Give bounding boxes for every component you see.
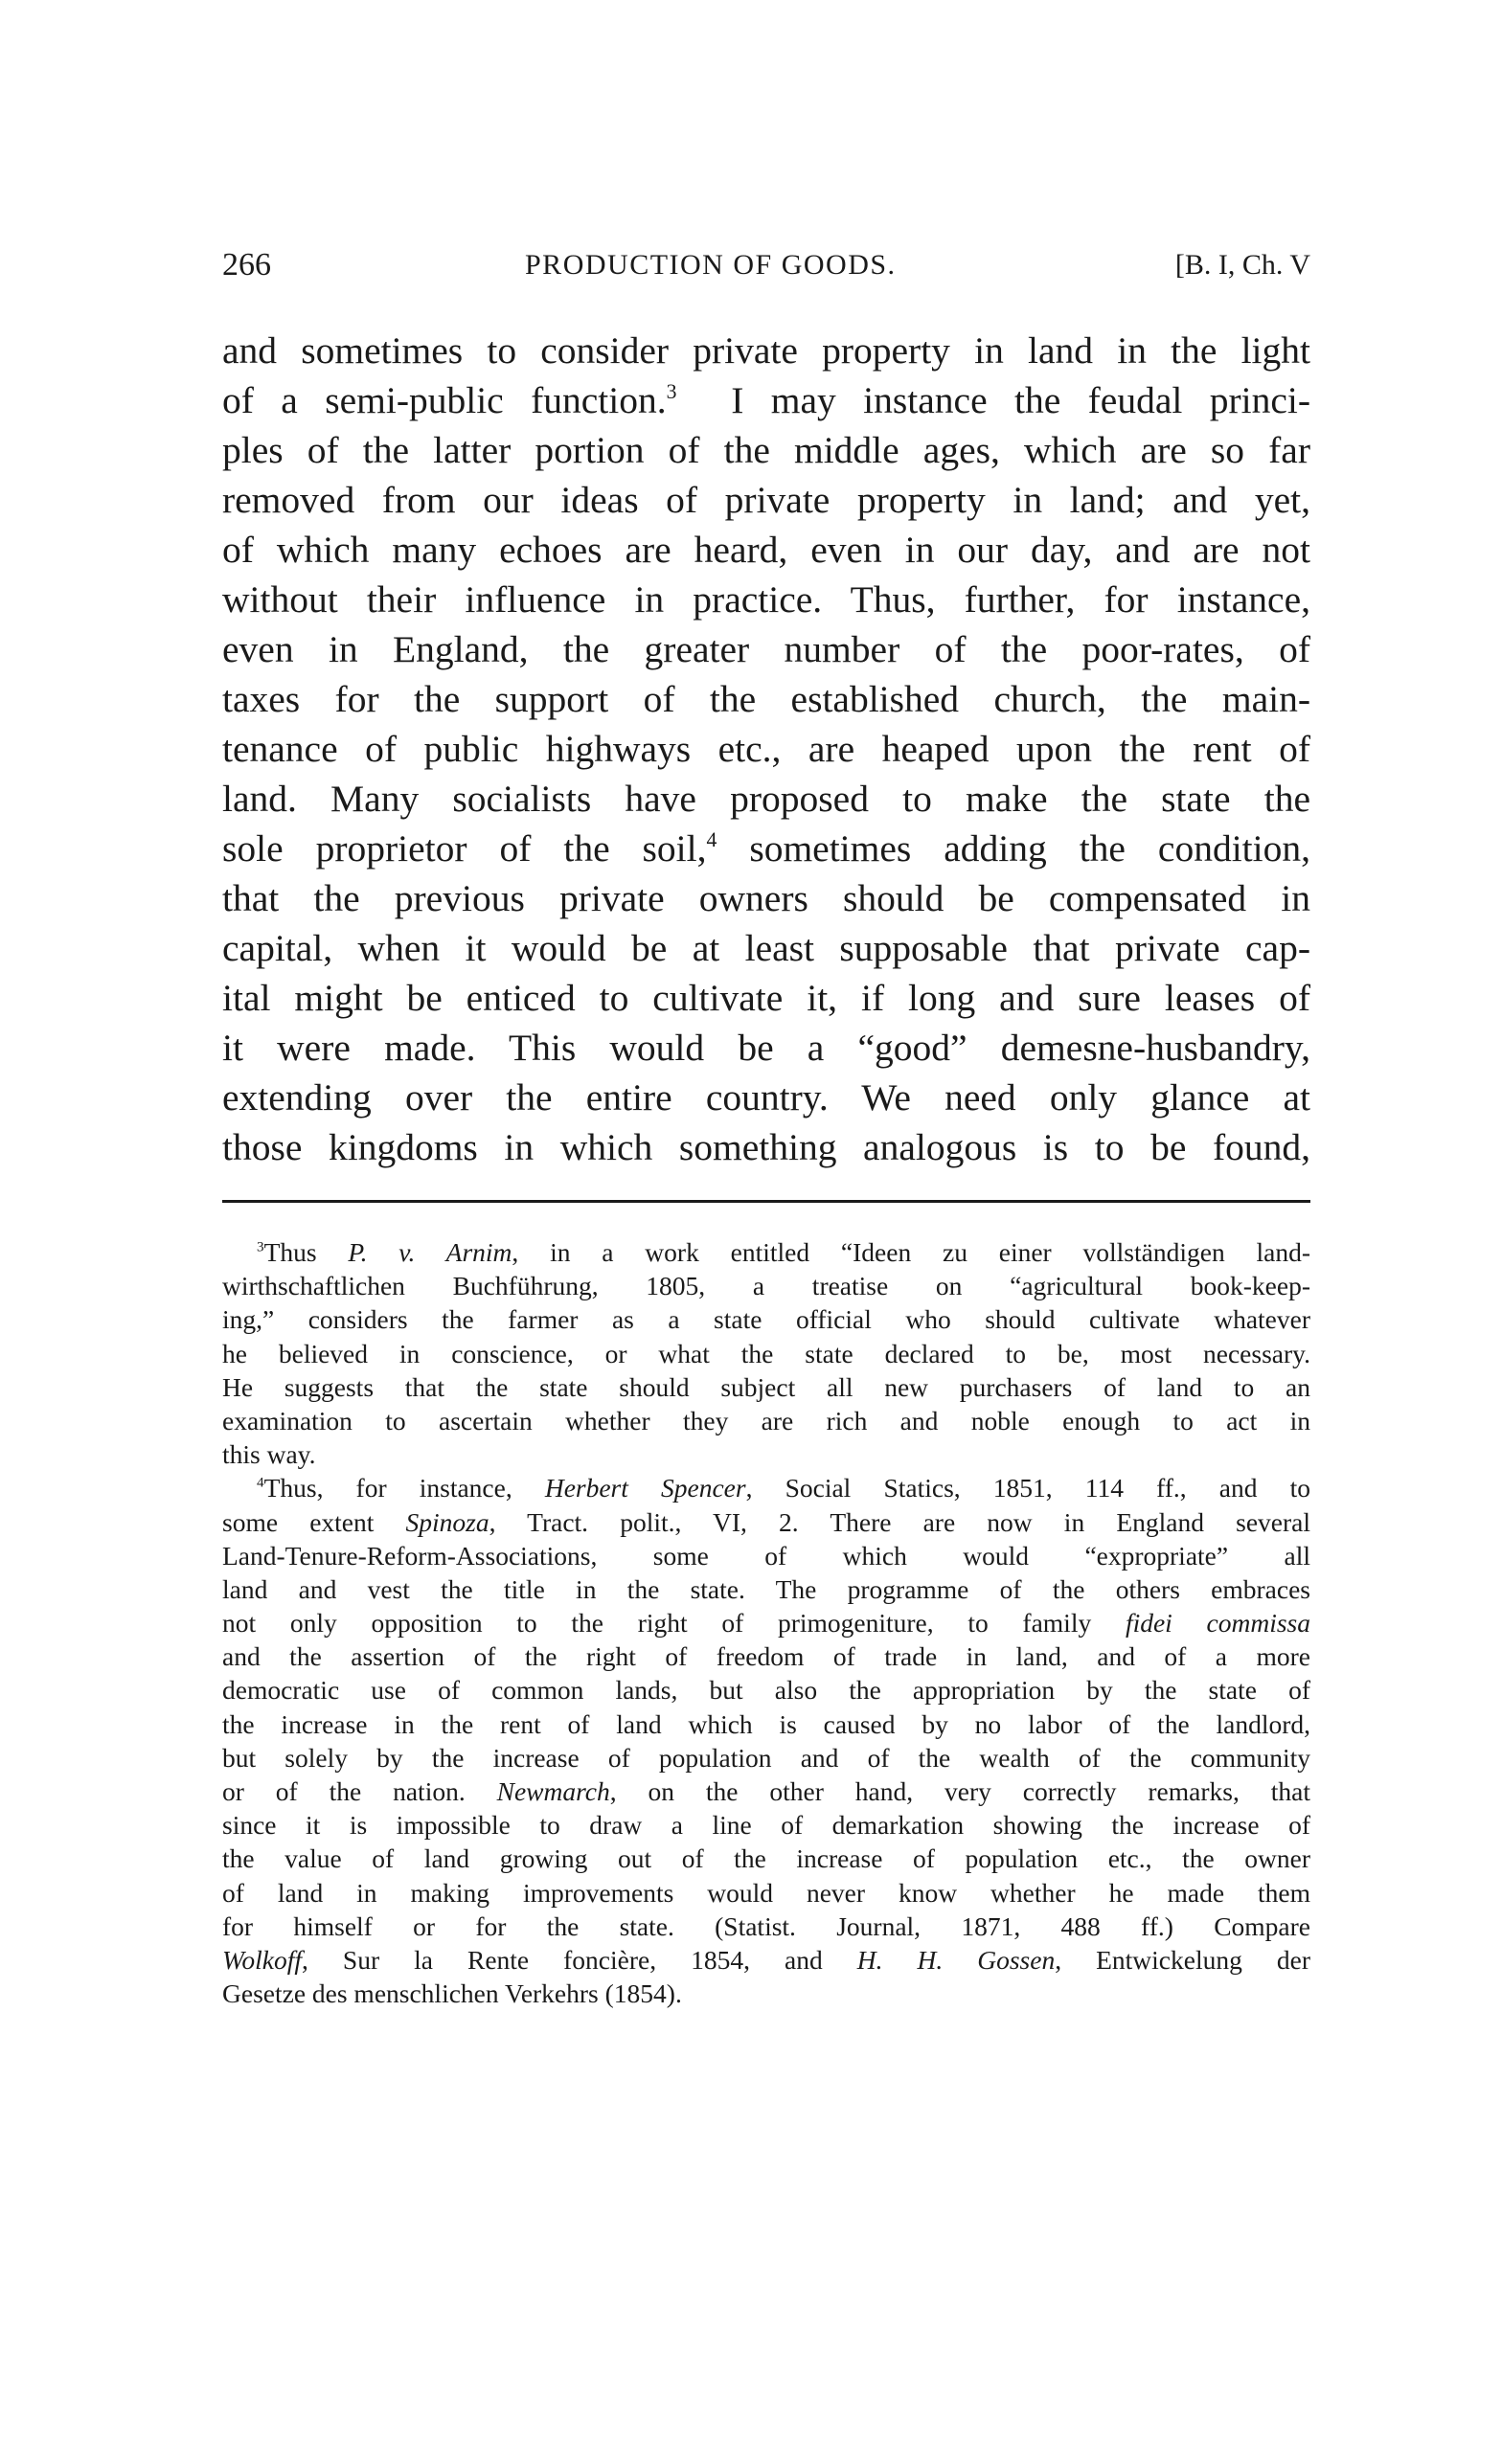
text-line: of which many echoes are heard, even in our day, and are not bbox=[222, 529, 1310, 571]
footnote-4-line: of land in making improvements would never know whether he made them bbox=[222, 1877, 1310, 1908]
footnote-4-line bbox=[222, 1505, 1310, 1539]
footnote-4-line: Gesetze des menschlichen Verkehrs (1854). bbox=[222, 1978, 682, 2009]
text-line: ples of the latter portion of the middle ages, which are so far bbox=[222, 429, 1310, 471]
text-fragment: sole proprietor of the soil, bbox=[222, 827, 707, 870]
text-fragment: , Tract. polit., VI, 2. There are now in England several bbox=[489, 1506, 1310, 1537]
text-fragment: of a semi-public function. bbox=[222, 379, 667, 421]
text-line bbox=[222, 375, 1310, 425]
footnote-3-line: this way. bbox=[222, 1439, 316, 1470]
text-line: removed from our ideas of private property in land; and yet, bbox=[222, 479, 1310, 521]
author-name: Herbert Spencer bbox=[544, 1473, 746, 1503]
text-line: extending over the entire country. We need only glance at bbox=[222, 1076, 1310, 1119]
text-fragment: , Sur la Rente foncière, 1854, and bbox=[302, 1944, 857, 1975]
footnote-3-line: wirthschaftlichen Buchführung, 1805, a treatise on “agricultural book-keep- bbox=[222, 1271, 1310, 1301]
footnote-divider bbox=[222, 1200, 1310, 1203]
text-fragment: , in a work entitled “Ideen zu einer vollständigen land- bbox=[512, 1237, 1311, 1267]
footnote-4-line bbox=[222, 1471, 1310, 1504]
text-line bbox=[222, 824, 1310, 873]
page-number: 266 bbox=[222, 247, 271, 283]
footnote-marker: 3 bbox=[257, 1239, 264, 1255]
footnote-3-line: He suggests that the state should subject all new purchasers of land to an bbox=[222, 1371, 1310, 1402]
footnote-4-line: for himself or for the state. (Statist. Journal, 1871, 488 ff.) Compare bbox=[222, 1910, 1310, 1941]
running-title: PRODUCTION OF GOODS. bbox=[525, 249, 897, 281]
text-line: even in England, the greater number of the poor-rates, of bbox=[222, 628, 1310, 670]
footnote-ref-4[interactable]: 4 bbox=[706, 827, 717, 851]
text-fragment: , on the other hand, very correctly remarks, that bbox=[609, 1776, 1310, 1806]
footnote-3-line: he believed in conscience, or what the state declared to be, most necessary. bbox=[222, 1338, 1310, 1368]
footnote-4-line bbox=[222, 1606, 1310, 1639]
footnote-4-line: democratic use of common lands, but also the appropriation by the state of bbox=[222, 1675, 1310, 1706]
text-line: those kingdoms in which something analogous is to be found, bbox=[222, 1126, 1310, 1168]
text-fragment: or of the nation. bbox=[222, 1776, 497, 1806]
main-text bbox=[222, 326, 1310, 1172]
footnote-3-line: examination to ascertain whether they are rich and noble enough to act in bbox=[222, 1405, 1310, 1435]
running-header bbox=[222, 247, 1310, 289]
text-fragment: , Social Statics, 1851, 114 ff., and to bbox=[745, 1473, 1310, 1503]
text-line: capital, when it would be at least supposable that private cap- bbox=[222, 927, 1310, 969]
footnote-4-line: and the assertion of the right of freedom of trade in land, and of a more bbox=[222, 1641, 1310, 1672]
author-name: Spinoza bbox=[405, 1506, 489, 1537]
text-line: without their influence in practice. Thus, further, for instance, bbox=[222, 578, 1310, 621]
text-fragment: Thus, for instance, bbox=[263, 1473, 545, 1503]
footnote-ref-3[interactable]: 3 bbox=[666, 379, 677, 403]
text-fragment: not only opposition to the right of primogeniture, to family bbox=[222, 1608, 1126, 1639]
footnote-4-line: the value of land growing out of the increase of population etc., the owner bbox=[222, 1843, 1310, 1874]
text-line: land. Many socialists have proposed to make the state the bbox=[222, 778, 1310, 820]
footnote-3-line: ing,” considers the farmer as a state official who should cultivate whatever bbox=[222, 1304, 1310, 1335]
footnote-4-line: but solely by the increase of population and of the wealth of the community bbox=[222, 1742, 1310, 1773]
footnote-4-line: the increase in the rent of land which is caused by no labor of the landlord, bbox=[222, 1708, 1310, 1739]
footnote-4-line: Land-Tenure-Reform-Associations, some of which would “expropriate” all bbox=[222, 1540, 1310, 1571]
text-line: it were made. This would be a “good” demesne-husbandry, bbox=[222, 1027, 1310, 1069]
text-fragment: I may instance the feudal princi- bbox=[731, 379, 1311, 421]
footnote-4-line bbox=[222, 1943, 1310, 1977]
text-fragment: Thus bbox=[263, 1237, 349, 1267]
text-line: taxes for the support of the established church, the main- bbox=[222, 678, 1310, 720]
footnote-4-line: land and vest the title in the state. The programme of the others embraces bbox=[222, 1573, 1310, 1604]
author-name: Newmarch bbox=[496, 1776, 610, 1806]
text-line: tenance of public highways etc., are heaped upon the rent of bbox=[222, 728, 1310, 770]
footnote-4-line: since it is impossible to draw a line of demarkation showing the increase of bbox=[222, 1810, 1310, 1841]
latin-term: fidei commissa bbox=[1125, 1608, 1310, 1639]
footnotes bbox=[222, 1235, 1310, 2010]
text-fragment: sometimes adding the condition, bbox=[749, 827, 1310, 870]
text-line: and sometimes to consider private property in land in the light bbox=[222, 329, 1310, 372]
section-reference: [B. I, Ch. V bbox=[1174, 249, 1310, 281]
text-fragment: , Entwickelung der bbox=[1055, 1944, 1310, 1975]
footnote-3-line bbox=[222, 1235, 1310, 1269]
text-line: ital might be enticed to cultivate it, if long and sure leases of bbox=[222, 977, 1310, 1019]
footnote-4-line bbox=[222, 1775, 1310, 1808]
author-name: Wolkoff bbox=[222, 1944, 303, 1975]
author-name: P. v. Arnim bbox=[348, 1237, 512, 1267]
text-line: that the previous private owners should be compensated in bbox=[222, 877, 1310, 919]
footnote-marker: 4 bbox=[257, 1475, 264, 1491]
author-name: H. H. Gossen bbox=[856, 1944, 1056, 1975]
text-fragment: some extent bbox=[222, 1506, 406, 1537]
